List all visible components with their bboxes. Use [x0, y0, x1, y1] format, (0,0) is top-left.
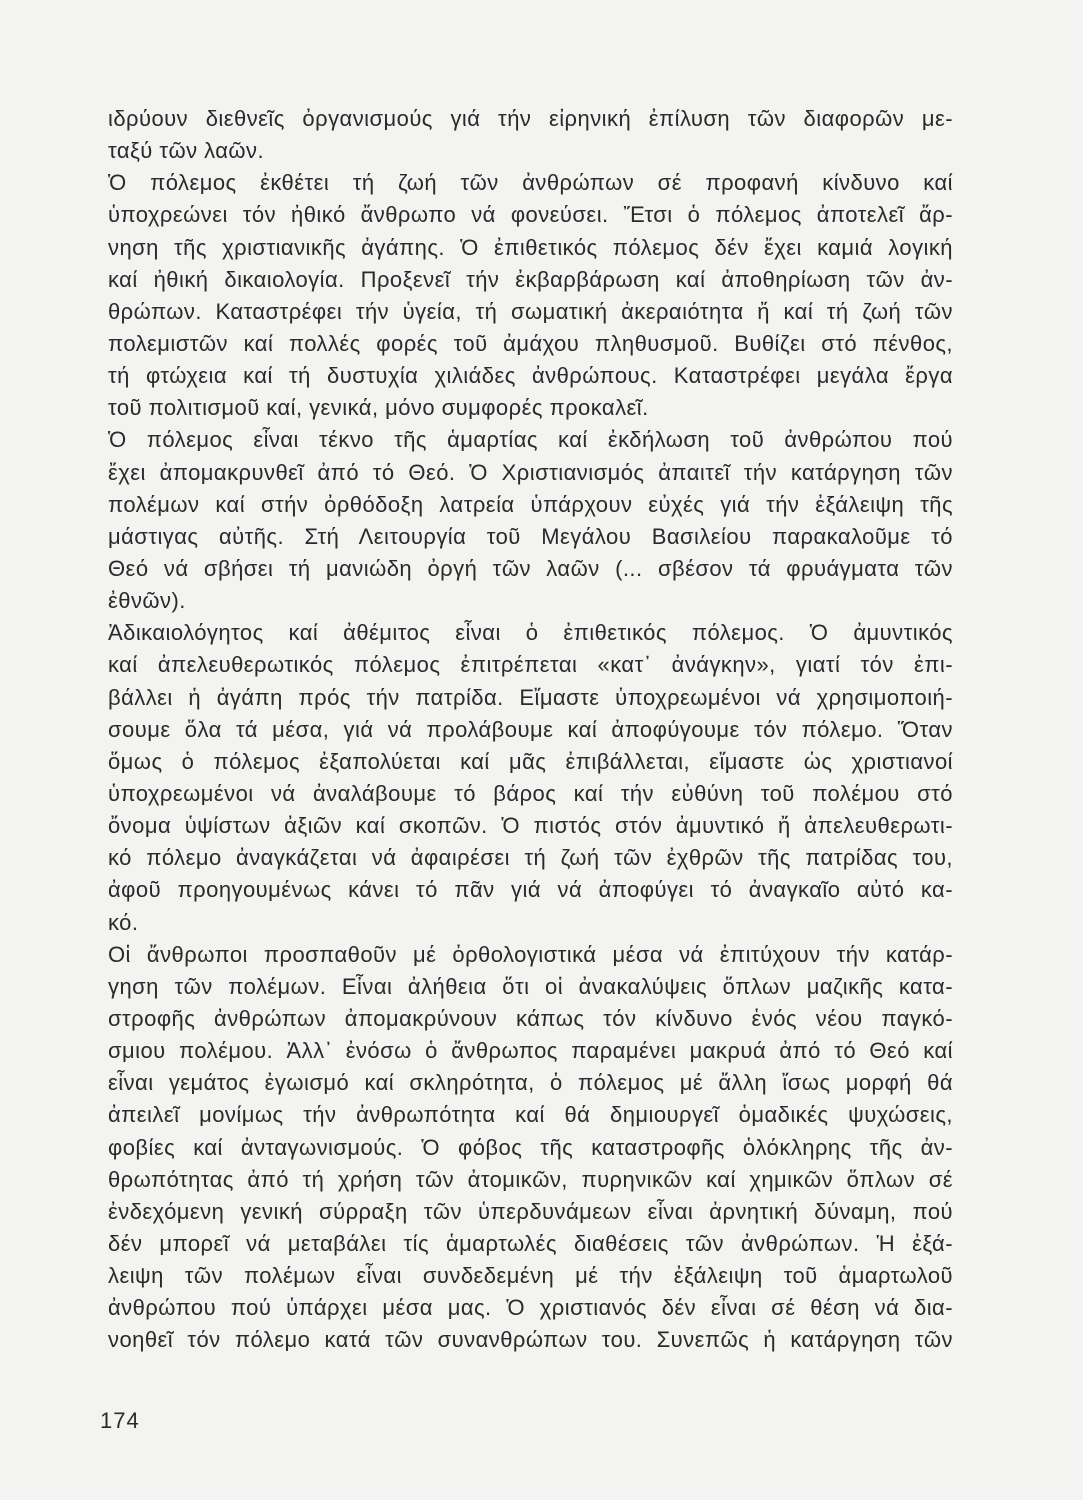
- text-line: μάστιγας αὐτῆς. Στή Λειτουργία τοῦ Μεγάλου Βασιλείου παρακαλοῦμε τό: [108, 523, 953, 549]
- text-line: στροφῆς ἀνθρώπων ἀπομακρύνουν κάπως τόν κίνδυνο ἑνός νέου παγκό-: [108, 1005, 953, 1031]
- text-line: βάλλει ἡ ἀγάπη πρός τήν πατρίδα. Εἴμαστε ὑποχρεωμένοι νά χρησιμοποιή-: [108, 684, 953, 710]
- text-line: Ὁ πόλεμος εἶναι τέκνο τῆς ἁμαρτίας καί ἐκδήλωση τοῦ ἀνθρώπου πού: [108, 427, 953, 453]
- text-line: τοῦ πολιτισμοῦ καί, γενικά, μόνο συμφορές προκαλεῖ.: [108, 395, 649, 421]
- text-line: θρωπότητας ἀπό τή χρήση τῶν ἀτομικῶν, πυρηνικῶν καί χημικῶν ὅπλων σέ: [108, 1166, 953, 1192]
- text-line: νοηθεῖ τόν πόλεμο κατά τῶν συνανθρώπων του. Συνεπῶς ἡ κατάργηση τῶν: [108, 1327, 953, 1353]
- text-line: ἐνδεχόμενη γενική σύρραξη τῶν ὑπερδυνάμεων εἶναι ἀρνητική δύναμη, πού: [108, 1198, 953, 1224]
- page-number: 174: [100, 1408, 140, 1433]
- text-line: νηση τῆς χριστιανικῆς ἀγάπης. Ὁ ἐπιθετικός πόλεμος δέν ἔχει καμιά λογική: [108, 234, 953, 260]
- body-text: [108, 103, 953, 1356]
- text-line: καί ἀπελευθερωτικός πόλεμος ἐπιτρέπεται «κατ᾽ ἀνάγκην», γιατί τόν ἐπι-: [108, 652, 953, 678]
- text-line: ὑποχρεώνει τόν ἠθικό ἄνθρωπο νά φονεύσει. Ἔτσι ὁ πόλεμος ἀποτελεῖ ἄρ-: [108, 202, 953, 228]
- text-line: Ἀδικαιολόγητος καί ἀθέμιτος εἶναι ὁ ἐπιθετικός πόλεμος. Ὁ ἀμυντικός: [108, 620, 953, 646]
- text-line: ὄνομα ὑψίστων ἀξιῶν καί σκοπῶν. Ὁ πιστός στόν ἀμυντικό ἤ ἀπελευθερωτι-: [108, 813, 953, 839]
- text-line: λειψη τῶν πολέμων εἶναι συνδεδεμένη μέ τήν ἐξάλειψη τοῦ ἁμαρτωλοῦ: [108, 1263, 953, 1289]
- text-line: ταξύ τῶν λαῶν.: [108, 138, 265, 164]
- text-line: ἀφοῦ προηγουμένως κάνει τό πᾶν γιά νά ἀποφύγει τό ἀναγκαῖο αὐτό κα-: [108, 877, 953, 903]
- text-line: πολέμων καί στήν ὀρθόδοξη λατρεία ὑπάρχουν εὐχές γιά τήν ἐξάλειψη τῆς: [108, 491, 953, 517]
- text-line: κό.: [108, 909, 139, 935]
- text-line: ἀνθρώπου πού ὑπάρχει μέσα μας. Ὁ χριστιανός δέν εἶναι σέ θέση νά δια-: [108, 1295, 953, 1321]
- text-line: δέν μπορεῖ νά μεταβάλει τίς ἁμαρτωλές διαθέσεις τῶν ἀνθρώπων. Ἡ ἐξά-: [108, 1230, 953, 1256]
- text-line: κό πόλεμο ἀναγκάζεται νά ἀφαιρέσει τή ζωή τῶν ἐχθρῶν τῆς πατρίδας του,: [108, 845, 953, 871]
- text-line: φοβίες καί ἀνταγωνισμούς. Ὁ φόβος τῆς καταστροφῆς ὁλόκληρης τῆς ἀν-: [108, 1134, 953, 1160]
- text-line: Ὁ πόλεμος ἐκθέτει τή ζωή τῶν ἀνθρώπων σέ προφανή κίνδυνο καί: [108, 170, 953, 196]
- text-line: Θεό νά σβήσει τή μανιώδη ὀργή τῶν λαῶν (... σβέσον τά φρυάγματα τῶν: [108, 555, 953, 581]
- text-line: εἶναι γεμάτος ἐγωισμό καί σκληρότητα, ὁ πόλεμος μέ ἄλλη ἴσως μορφή θά: [108, 1070, 953, 1096]
- text-line: ὅμως ὁ πόλεμος ἐξαπολύεται καί μᾶς ἐπιβάλλεται, εἴμαστε ὡς χριστιανοί: [108, 748, 953, 774]
- text-line: σουμε ὅλα τά μέσα, γιά νά προλάβουμε καί ἀποφύγουμε τόν πόλεμο. Ὅταν: [108, 716, 953, 742]
- text-line: ἔχει ἀπομακρυνθεῖ ἀπό τό Θεό. Ὁ Χριστιανισμός ἀπαιτεῖ τήν κατάργηση τῶν: [108, 459, 953, 485]
- text-line: ἀπειλεῖ μονίμως τήν ἀνθρωπότητα καί θά δημιουργεῖ ὁμαδικές ψυχώσεις,: [108, 1102, 953, 1128]
- text-line: ιδρύουν διεθνεῖς ὀργανισμούς γιά τήν εἰρηνική ἐπίλυση τῶν διαφορῶν με-: [108, 106, 953, 131]
- text-line: σμιου πολέμου. Ἀλλ᾽ ἐνόσω ὁ ἄνθρωπος παραμένει μακρυά ἀπό τό Θεό καί: [108, 1038, 953, 1064]
- text-line: γηση τῶν πολέμων. Εἶναι ἀλήθεια ὅτι οἱ ἀνακαλύψεις ὅπλων μαζικῆς κατα-: [108, 973, 953, 999]
- text-line: τή φτώχεια καί τή δυστυχία χιλιάδες ἀνθρώπους. Καταστρέφει μεγάλα ἔργα: [108, 363, 953, 389]
- text-line: καί ἠθική δικαιολογία. Προξενεῖ τήν ἐκβαρβάρωση καί ἀποθηρίωση τῶν ἀν-: [108, 266, 953, 292]
- text-line: ἐθνῶν).: [108, 588, 186, 614]
- text-line: πολεμιστῶν καί πολλές φορές τοῦ ἀμάχου πληθυσμοῦ. Βυθίζει στό πένθος,: [108, 330, 953, 356]
- text-line: θρώπων. Καταστρέφει τήν ὑγεία, τή σωματική ἀκεραιότητα ἤ καί τή ζωή τῶν: [108, 298, 953, 324]
- text-line: ὑποχρεωμένοι νά ἀναλάβουμε τό βάρος καί τήν εὐθύνη τοῦ πολέμου στό: [108, 780, 953, 806]
- text-line: Οἱ ἄνθρωποι προσπαθοῦν μέ ὀρθολογιστικά μέσα νά ἐπιτύχουν τήν κατάρ-: [108, 941, 953, 967]
